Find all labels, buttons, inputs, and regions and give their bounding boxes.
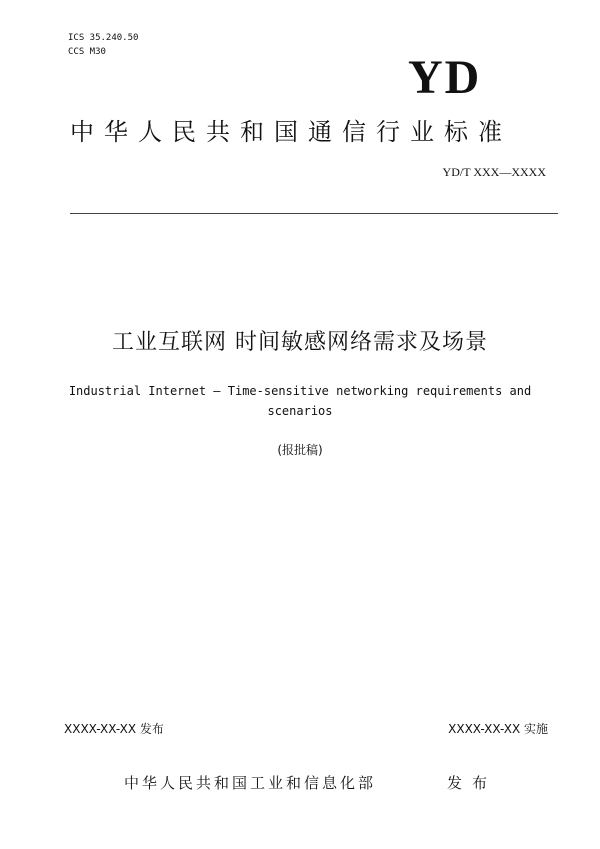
document-title-en-line2: scenarios — [267, 404, 333, 418]
implement-date: XXXX-XX-XX 实施 — [448, 722, 548, 736]
yd-logo: YD — [408, 51, 482, 104]
ics-code: ICS 35.240.50 — [68, 33, 139, 43]
header-divider — [70, 213, 558, 214]
publish-date: XXXX-XX-XX 发布 — [64, 722, 164, 736]
standard-code: YD/T XXX—XXXX — [442, 165, 546, 179]
issue-label: 发布 — [447, 774, 498, 792]
issuing-ministry: 中华人民共和国工业和信息化部 — [124, 774, 377, 792]
document-title-cn: 工业互联网 时间敏感网络需求及场景 — [112, 330, 488, 355]
ccs-code: CCS M30 — [68, 47, 106, 57]
organization-title: 中华人民共和国通信行业标准 — [70, 118, 512, 146]
document-title-en-line1: Industrial Internet — Time-sensitive networking requirements and — [68, 384, 532, 398]
draft-status: (报批稿) — [277, 443, 323, 457]
